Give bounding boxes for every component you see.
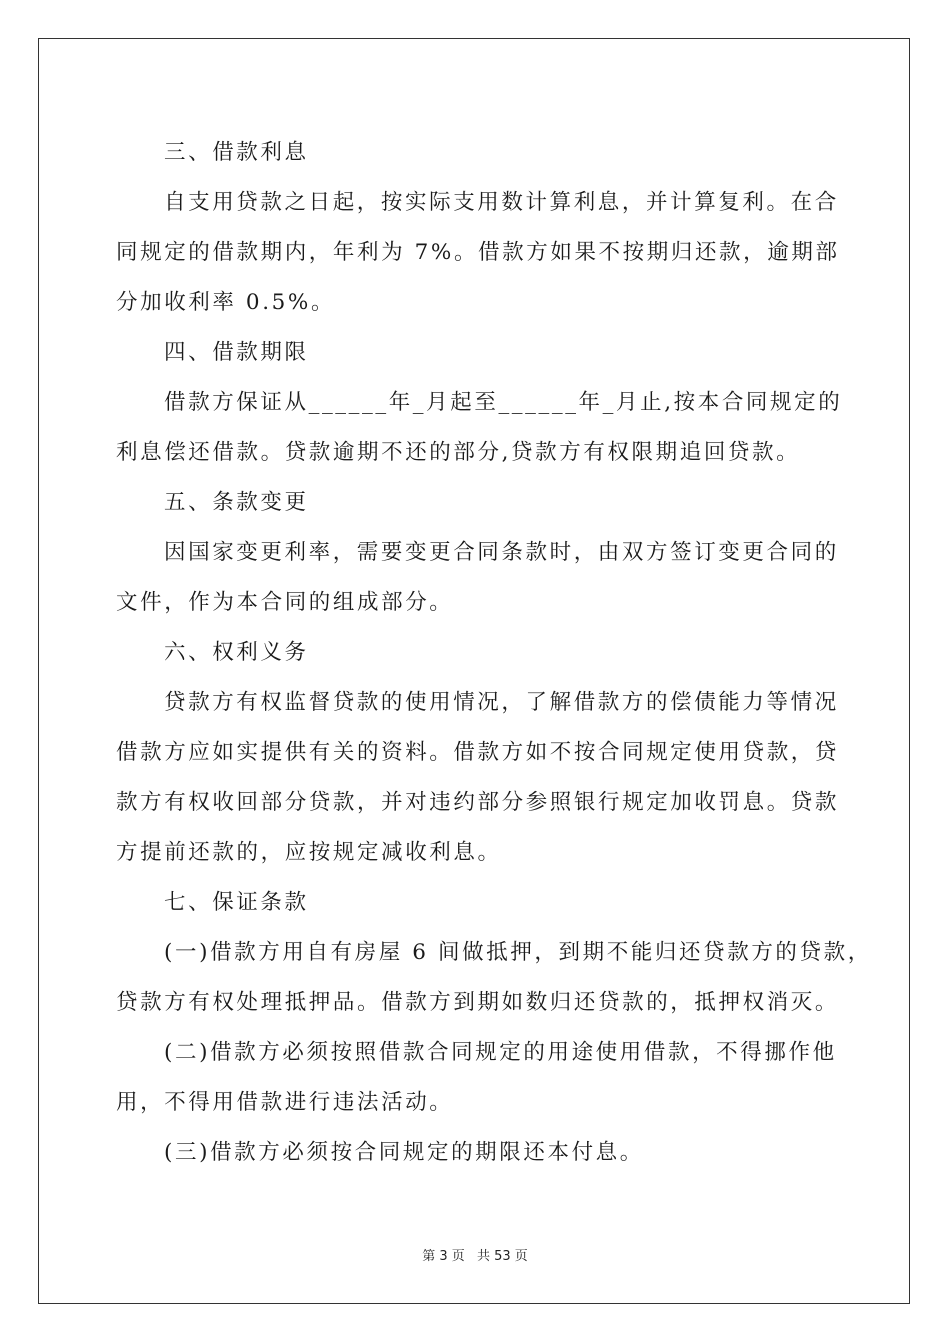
paragraph-line: (三)借款方必须按合同规定的期限还本付息。 (164, 1140, 644, 1165)
paragraph-line: 自支用贷款之日起，按实际支用数计算利息，并计算复利。在合 (164, 190, 839, 215)
section-heading-term: 四、借款期限 (164, 340, 309, 365)
section-heading-rights: 六、权利义务 (164, 640, 309, 665)
paragraph-line: 用，不得用借款进行违法活动。 (116, 1090, 454, 1115)
paragraph-line: 分加收利率 0.5%。 (116, 290, 336, 315)
paragraph-line: (一)借款方用自有房屋 6 间做抵押，到期不能归还贷款方的贷款， (164, 940, 872, 965)
page-total: 共 53 页 (476, 1249, 528, 1264)
paragraph-line: 借款方应如实提供有关的资料。借款方如不按合同规定使用贷款，贷 (116, 740, 840, 765)
section-heading-interest: 三、借款利息 (164, 140, 309, 165)
paragraph-line: 文件，作为本合同的组成部分。 (116, 590, 454, 615)
section-heading-change: 五、条款变更 (164, 490, 309, 515)
paragraph-line: 贷款方有权监督贷款的使用情况，了解借款方的偿债能力等情况 (164, 690, 839, 715)
paragraph-line: 借款方保证从______年_月起至______年_月止,按本合同规定的 (164, 390, 843, 415)
paragraph-line: 贷款方有权处理抵押品。借款方到期如数归还贷款的，抵押权消灭。 (116, 990, 840, 1015)
paragraph-line: 利息偿还借款。贷款逾期不还的部分,贷款方有权限期追回贷款。 (116, 440, 801, 465)
paragraph-line: 同规定的借款期内，年利为 7%。借款方如果不按期归还款，逾期部 (116, 240, 840, 265)
paragraph-line: 款方有权收回部分贷款，并对违约部分参照银行规定加收罚息。贷款 (116, 790, 840, 815)
page-footer (0, 1245, 950, 1264)
paragraph-line: 因国家变更利率，需要变更合同条款时，由双方签订变更合同的 (164, 540, 839, 565)
section-heading-guarantee: 七、保证条款 (164, 890, 309, 915)
document-body (116, 128, 872, 1178)
page-number: 第 3 页 (422, 1249, 465, 1264)
paragraph-line: (二)借款方必须按照借款合同规定的用途使用借款，不得挪作他 (164, 1040, 837, 1065)
paragraph-line: 方提前还款的，应按规定减收利息。 (116, 840, 502, 865)
